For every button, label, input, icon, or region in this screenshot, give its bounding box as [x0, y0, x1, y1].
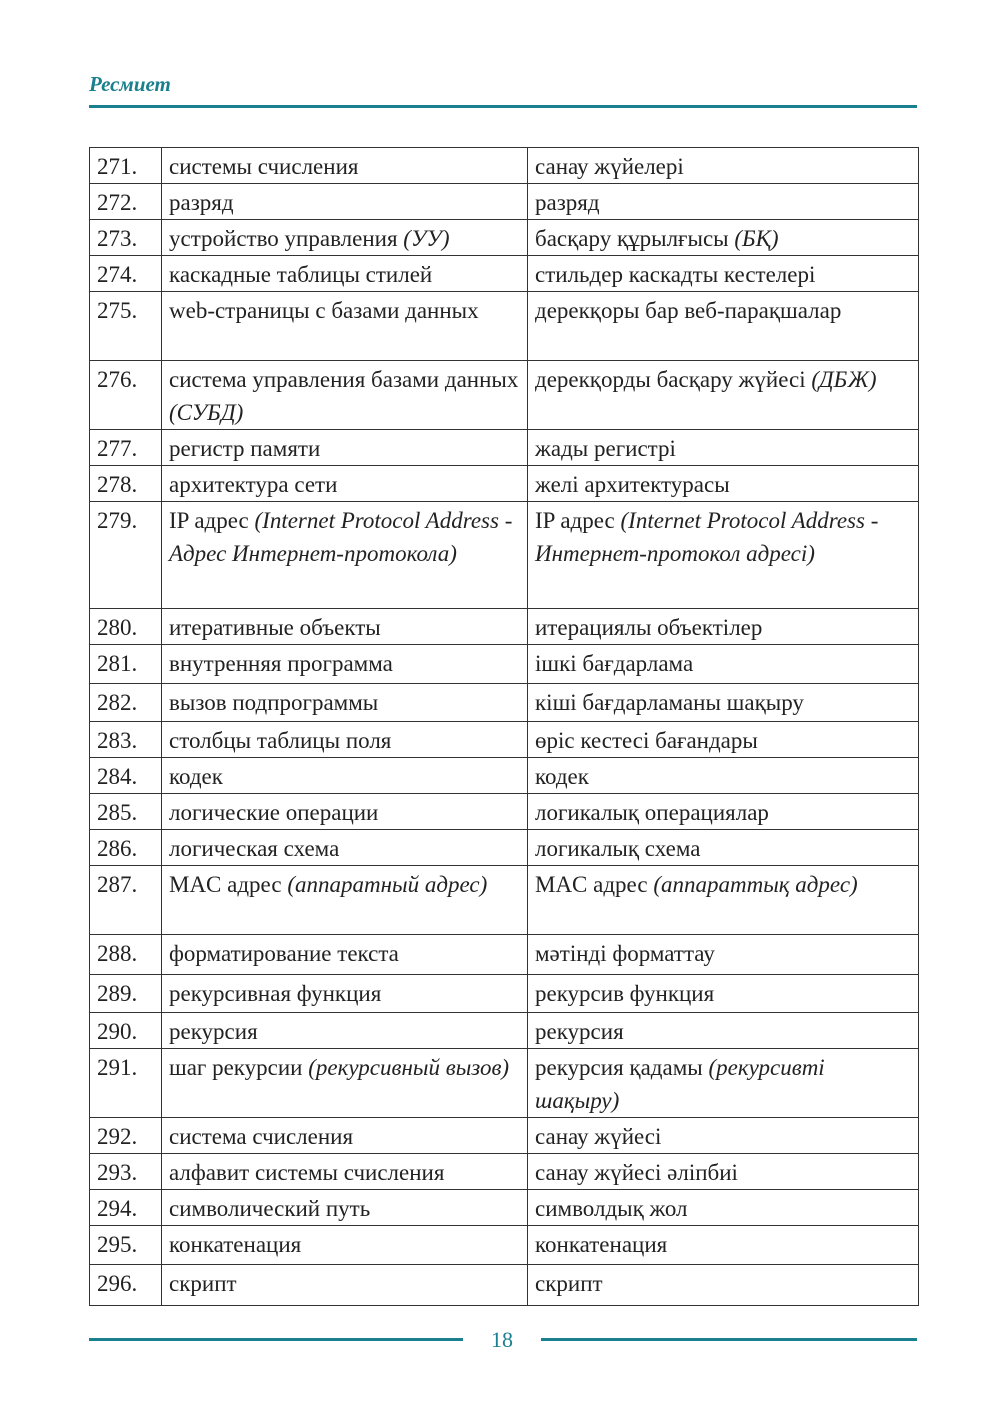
term-russian [162, 935, 528, 975]
term-kazakh [528, 830, 919, 866]
term-russian-text: итеративные объекты [169, 615, 381, 640]
glossary-table [89, 147, 919, 1306]
term-number [90, 220, 162, 256]
term-russian-text: web-страницы с базами данных [169, 298, 479, 323]
term-kazakh-text: өріс кестесі бағандары [535, 728, 758, 753]
term-kazakh-text: санау жүйесі [535, 1124, 662, 1149]
term-number [90, 466, 162, 502]
term-number-text: 286. [97, 836, 138, 861]
table-row [90, 722, 919, 758]
term-kazakh [528, 1154, 919, 1190]
term-number [90, 794, 162, 830]
term-number-text: 295. [97, 1232, 138, 1257]
term-kazakh [528, 361, 919, 430]
term-russian-text: алфавит системы счисления [169, 1160, 445, 1185]
term-number-text: 277. [97, 436, 138, 461]
table-row [90, 292, 919, 361]
term-russian-text: каскадные таблицы стилей [169, 262, 433, 287]
term-russian [162, 1154, 528, 1190]
table-row [90, 794, 919, 830]
term-kazakh [528, 684, 919, 722]
term-russian-text: вызов подпрограммы [169, 690, 379, 715]
term-russian-text: регистр памяти [169, 436, 321, 461]
term-russian-text: система счисления [169, 1124, 354, 1149]
term-number [90, 1265, 162, 1306]
term-russian [162, 1265, 528, 1306]
term-kazakh-abbr: (БҚ) [734, 226, 779, 251]
term-russian [162, 1013, 528, 1049]
term-kazakh [528, 645, 919, 684]
term-russian-abbr: (Internet Protocol Address - Адрес Интернет-протокола) [169, 508, 513, 566]
term-number-text: 293. [97, 1160, 138, 1185]
term-number-text: 290. [97, 1019, 138, 1044]
table-row [90, 866, 919, 935]
term-russian-text: архитектура сети [169, 472, 338, 497]
term-number [90, 148, 162, 184]
term-russian-text: MAC адрес [169, 872, 288, 897]
term-kazakh-text: стильдер каскадты кестелері [535, 262, 816, 287]
term-number-text: 278. [97, 472, 138, 497]
term-kazakh [528, 1118, 919, 1154]
term-number-text: 271. [97, 154, 138, 179]
table-row [90, 1226, 919, 1265]
term-russian [162, 645, 528, 684]
term-kazakh [528, 935, 919, 975]
term-russian-text: форматирование текста [169, 941, 399, 966]
term-kazakh-text: логикалық операциялар [535, 800, 769, 825]
term-russian-abbr: (УУ) [403, 226, 450, 251]
term-russian-text: логические операции [169, 800, 379, 825]
term-number-text: 288. [97, 941, 138, 966]
term-russian-text: кодек [169, 764, 223, 789]
term-kazakh [528, 292, 919, 361]
term-russian [162, 148, 528, 184]
term-kazakh [528, 609, 919, 645]
term-russian-text: рекурсия [169, 1019, 258, 1044]
term-kazakh [528, 1265, 919, 1306]
table-row [90, 645, 919, 684]
term-number-text: 294. [97, 1196, 138, 1221]
term-kazakh-abbr: (ДБЖ) [811, 367, 877, 392]
term-kazakh [528, 1013, 919, 1049]
table-row [90, 1118, 919, 1154]
table-row [90, 830, 919, 866]
term-number-text: 280. [97, 615, 138, 640]
table-row [90, 1013, 919, 1049]
table-row [90, 256, 919, 292]
term-russian [162, 184, 528, 220]
table-row [90, 502, 919, 609]
term-kazakh [528, 502, 919, 609]
term-kazakh-text: MAC адрес [535, 872, 654, 897]
term-kazakh [528, 466, 919, 502]
term-russian [162, 684, 528, 722]
footer-rule-left [89, 1338, 463, 1341]
term-kazakh-text: конкатенация [535, 1232, 668, 1257]
term-kazakh-text: санау жүйесі әліпбиі [535, 1160, 738, 1185]
term-russian-text: внутренняя программа [169, 651, 393, 676]
term-kazakh-abbr: (рекурсивті шақыру) [535, 1055, 825, 1113]
term-kazakh [528, 866, 919, 935]
term-number-text: 287. [97, 872, 138, 897]
table-row [90, 609, 919, 645]
term-kazakh-text: итерациялы объектілер [535, 615, 763, 640]
term-russian [162, 794, 528, 830]
term-number [90, 935, 162, 975]
term-number [90, 1154, 162, 1190]
term-number-text: 283. [97, 728, 138, 753]
term-russian [162, 830, 528, 866]
term-number [90, 292, 162, 361]
term-number [90, 1049, 162, 1118]
term-number [90, 1226, 162, 1265]
term-number-text: 292. [97, 1124, 138, 1149]
term-number [90, 1013, 162, 1049]
term-russian-text: рекурсивная функция [169, 981, 382, 1006]
term-russian [162, 1190, 528, 1226]
term-russian-abbr: (аппаратный адрес) [287, 872, 488, 897]
term-russian [162, 220, 528, 256]
term-kazakh-text: жады регистрі [535, 436, 676, 461]
term-number-text: 276. [97, 367, 138, 392]
table-row [90, 975, 919, 1013]
term-number [90, 645, 162, 684]
term-number-text: 273. [97, 226, 138, 251]
term-russian-text: разряд [169, 190, 234, 215]
term-kazakh [528, 722, 919, 758]
table-row [90, 1154, 919, 1190]
term-number [90, 866, 162, 935]
term-russian-text: символический путь [169, 1196, 371, 1221]
term-kazakh-text: символдық жол [535, 1196, 688, 1221]
term-number [90, 609, 162, 645]
term-number [90, 830, 162, 866]
term-russian-text: IP адрес [169, 508, 255, 533]
term-kazakh [528, 256, 919, 292]
term-russian [162, 292, 528, 361]
term-russian-text: конкатенация [169, 1232, 302, 1257]
term-russian [162, 1049, 528, 1118]
term-kazakh [528, 430, 919, 466]
term-kazakh [528, 758, 919, 794]
term-number-text: 282. [97, 690, 138, 715]
term-russian [162, 1226, 528, 1265]
table-row [90, 430, 919, 466]
table-row [90, 1049, 919, 1118]
term-kazakh-text: желі архитектурасы [535, 472, 730, 497]
term-russian-text: логическая схема [169, 836, 340, 861]
term-kazakh [528, 794, 919, 830]
term-number [90, 430, 162, 466]
term-russian [162, 609, 528, 645]
term-kazakh-text: санау жүйелері [535, 154, 684, 179]
term-kazakh [528, 220, 919, 256]
table-row [90, 184, 919, 220]
term-number [90, 184, 162, 220]
term-number-text: 296. [97, 1271, 138, 1296]
term-russian [162, 256, 528, 292]
term-russian-abbr: (рекурсивный вызов) [308, 1055, 510, 1080]
table-row [90, 1265, 919, 1306]
term-number [90, 256, 162, 292]
term-kazakh [528, 1049, 919, 1118]
term-kazakh-text: дерекқорды басқару жүйесі [535, 367, 812, 392]
term-russian [162, 502, 528, 609]
term-kazakh-text: ішкі бағдарлама [535, 651, 694, 676]
term-russian-text: столбцы таблицы поля [169, 728, 392, 753]
term-kazakh-text: рекурсив функция [535, 981, 715, 1006]
term-number-text: 285. [97, 800, 138, 825]
page-number: 18 [491, 1327, 513, 1352]
term-number [90, 361, 162, 430]
term-kazakh [528, 1190, 919, 1226]
term-russian [162, 430, 528, 466]
term-number [90, 1118, 162, 1154]
table-row [90, 148, 919, 184]
term-russian-text: скрипт [169, 1271, 237, 1296]
page-header-title: Ресмиет [89, 72, 171, 96]
term-kazakh-text: кіші бағдарламаны шақыру [535, 690, 804, 715]
term-kazakh [528, 148, 919, 184]
glossary-body [90, 148, 919, 1306]
term-russian [162, 1118, 528, 1154]
term-number [90, 758, 162, 794]
term-number-text: 281. [97, 651, 138, 676]
term-number-text: 289. [97, 981, 138, 1006]
table-row [90, 220, 919, 256]
term-russian-text: устройство управления [169, 226, 404, 251]
table-row [90, 1190, 919, 1226]
table-row [90, 466, 919, 502]
term-russian [162, 758, 528, 794]
table-row [90, 361, 919, 430]
term-russian-text: системы счисления [169, 154, 359, 179]
term-kazakh-text: мәтінді форматтау [535, 941, 715, 966]
term-russian [162, 466, 528, 502]
term-russian [162, 975, 528, 1013]
term-kazakh [528, 975, 919, 1013]
term-number-text: 275. [97, 298, 138, 323]
term-number-text: 274. [97, 262, 138, 287]
term-number [90, 1190, 162, 1226]
term-russian-text: шаг рекурсии [169, 1055, 309, 1080]
term-kazakh-text: IP адрес [535, 508, 621, 533]
term-number [90, 684, 162, 722]
table-row [90, 935, 919, 975]
table-row [90, 684, 919, 722]
header-rule [89, 105, 917, 108]
term-number-text: 272. [97, 190, 138, 215]
term-kazakh-text: скрипт [535, 1271, 603, 1296]
term-russian-text: система управления базами данных [169, 367, 519, 392]
term-russian [162, 361, 528, 430]
term-russian [162, 722, 528, 758]
term-kazakh-text: логикалық схема [535, 836, 701, 861]
term-russian-abbr: (СУБД) [169, 400, 244, 425]
term-kazakh-text: басқару құрылғысы [535, 226, 735, 251]
term-kazakh-text: дерекқоры бар веб-парақшалар [535, 298, 842, 323]
term-kazakh-text: рекурсия қадамы [535, 1055, 709, 1080]
term-russian [162, 866, 528, 935]
footer-rule-right [541, 1338, 917, 1341]
term-number-text: 279. [97, 508, 138, 533]
term-number [90, 975, 162, 1013]
term-kazakh-abbr: (Internet Protocol Address - Интернет-протокол адресі) [535, 508, 879, 566]
term-number [90, 722, 162, 758]
term-number-text: 284. [97, 764, 138, 789]
term-number [90, 502, 162, 609]
term-number-text: 291. [97, 1055, 138, 1080]
term-kazakh [528, 184, 919, 220]
term-kazakh-abbr: (аппараттық адрес) [653, 872, 858, 897]
term-kazakh [528, 1226, 919, 1265]
table-row [90, 758, 919, 794]
term-kazakh-text: рекурсия [535, 1019, 624, 1044]
term-kazakh-text: разряд [535, 190, 600, 215]
term-kazakh-text: кодек [535, 764, 589, 789]
